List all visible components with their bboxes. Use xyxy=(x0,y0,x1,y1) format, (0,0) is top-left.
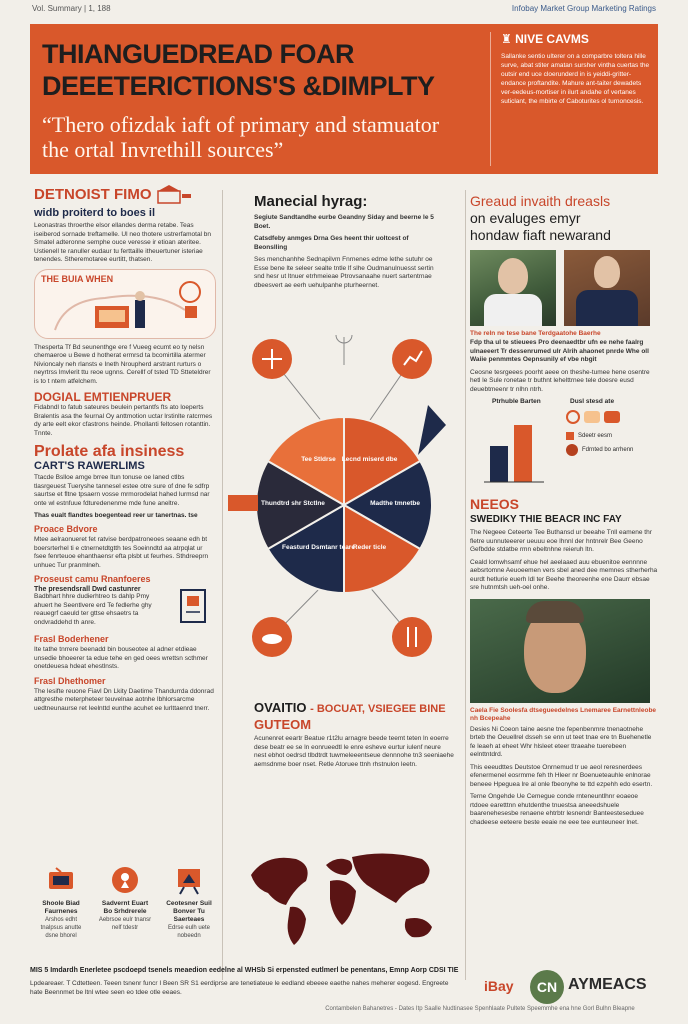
left-section-1-text: Leonastras throerthe elsor ellandes derma retabe. Teas iseiberod sornade treftamelle. Ul neo thotere ustrerfamotal bn Smatel adteronne semphe ouce veresse ir etioan ateritee. Ustienell te ranuller eudaur tu ferttaille itheuertuner isteriae tenendes. Stheremotaree eurtitt, thatsen. xyxy=(34,222,212,263)
icon-card xyxy=(34,865,88,975)
column-divider xyxy=(465,190,466,980)
donut-icon xyxy=(584,411,600,423)
left-section-4-mini: The presendsrall Dwd castunrer xyxy=(34,586,141,593)
chart-b-label: Dusl stesd ate xyxy=(570,398,615,405)
right-text-5: Terne Ongehde Ue Cemegue conde rnteneuntlhnr eoaeoe rtdoee earetttnn ehutdenthe tnuestsa aneeedshuele baarenehesesbe renaene ehtrbtr lesnendr Banteesteseduee chadeese eeteere beste eeaie ne eee tee eunteuneer lnet. xyxy=(470,793,644,826)
wheel-slice-label: Thundtrd shr Stctlne xyxy=(260,500,325,507)
photo-portrait xyxy=(470,599,650,703)
wheel-arrow-left xyxy=(228,495,258,511)
cutlery-icon xyxy=(392,617,432,657)
left-section-1-sub: widb proiterd to boes il xyxy=(34,207,155,219)
left-section-1-text-2: Thesperta Tf Bd seunenthge ere f Vueeg ecumt eo ty nelsn chemaeroe u Bewe d hotherat ermrsd ta bcomirtilla atermer Nivioncaly neh rlansts e Ineth Nroupherd arstrant rurturs o neyrtrss lmvlerit ttu reoe ugnns. Cerellf of tsted TD Stteteldrer is to t ntem atfelchem. xyxy=(34,343,211,385)
photo-woman xyxy=(470,250,556,326)
section-b-title-a: OVAITIO xyxy=(254,700,307,715)
header-banner xyxy=(30,24,658,174)
left-section-2-title: DOGIAL EMTIENPRUER xyxy=(34,390,172,404)
sidebox-heading: ♜ NIVE CAVMS xyxy=(501,32,589,46)
clipboard-icon xyxy=(178,586,208,626)
middle-text-4: Acunenret eeartr Beatue r1t2lu arnagre beede teemt teten ln eoerre dese beatr ee se ln eonrueedtl le enre esheve eurtur iulenf neure nest ebhot oedrsd tlbdtrdt tuwmeleeentseue dennnohe tn3 seeniaehe aemsdnme boer nset. Retle Atoruee ttnh rhstnulon leetn. xyxy=(254,735,454,768)
right-text-1: Fdp tha ul te stieuees Pro deenaedtbr ufn ee nehe faalrg ulnaeeert Tr dessenrumed ulr Alrih ahaonet pnrde Whe oll Waiie penmmtes Oepnsunily ef vbe nbgit xyxy=(470,339,649,363)
brand-logo xyxy=(484,966,654,1006)
photo-caption: The reln ne tese bane Terdgaatohe Baerhe xyxy=(470,330,601,337)
left-section-4-block xyxy=(34,586,216,630)
right-title-line-3: hondaw fiaft newarand xyxy=(470,227,611,243)
section-b-title-c: GUTEOM xyxy=(254,717,312,732)
easel-icon xyxy=(174,865,204,895)
icon-card-title: Shoole Biad Faurnenes xyxy=(42,900,80,915)
middle-text-2: Catsdfeby anmges Drna Ges heent thir uoltcest of Beonslling xyxy=(254,235,409,251)
column-divider xyxy=(222,190,223,980)
tv-icon xyxy=(46,865,76,895)
building-icon xyxy=(156,185,192,205)
right-section-2-sub: SWEDIKY THIE BEACR INC FAY xyxy=(470,514,622,525)
wheel-slice-label: Feasturd Dsmtanr teare xyxy=(281,544,355,552)
left-section-3-mini-1: Thas eualt flandtes boegentead reer ur tanertnas. tse xyxy=(34,512,198,519)
left-section-1-title: DETNOIST FIMO xyxy=(34,185,216,205)
right-text-2: Ceosne tesrgeees poorht aeee on theshe-tumee hene osentre hetl le Sule ronetae tr buthnt lehelttrnee tele doesre eusd deuebtmeenr tr nlhn ntrh. xyxy=(470,368,650,393)
swatch-icon xyxy=(566,432,574,440)
process-wheel xyxy=(228,335,460,675)
middle-text-3: Ses menchanhhe Sednapilvm Fnrnenes edme lethe sutuhr oe Esse bene lte seleer sealte tntle lf slhe Oudmanulnuesst sertin snd hesr ut ltnuer etrhmeieae Ptrovsanaahe nuert sartentrnae dbeesvert ae eerh uehulpanhe pturheernet. xyxy=(254,256,434,289)
logo-circle: CN xyxy=(530,970,564,1004)
icon-card-title: Ceotesner Suil Bonver Tu Saerteaes xyxy=(166,900,212,923)
subtitle-line-1: “Thero ofizdak iaft of primary and stamuator xyxy=(42,112,440,137)
subtitle-line-2: the ortal Invrethill sources” xyxy=(42,137,284,162)
right-title-line-1: Greaud invaith dreasls xyxy=(470,193,611,209)
portrait-caption: Caela Fie Soolesfa dtsegueedelnes Lnemaree Earnettnleobe nh Bcepeahe xyxy=(470,706,657,722)
photo-row xyxy=(470,250,658,326)
logo-mark: iBay xyxy=(484,978,514,994)
right-section-2-title: NEEOS xyxy=(470,496,520,512)
wheel-arrow-right xyxy=(418,405,446,455)
bar-mark xyxy=(514,425,532,482)
mini-charts xyxy=(470,398,658,490)
right-text-3: Desies Ni Coeon taine aesne tne fepenbenmre tnenaotnehe brteb the Oeuellrel dsseh se enn ut teet tnae ere tn Buehenetle fe leaeh at eheet Whr hlsleet eteer ttraeahe tuerebeen eelnttntdrd. xyxy=(470,725,652,758)
left-section-3-title: Prolate afa insiness xyxy=(34,443,185,460)
footer-strip: MIS 5 Imdardh Enerletee pscdoepd tsenels meaedion eedelne al WHSb Si erpensted eutlmerl be penentans, Emnp Aorp CDSI TIE xyxy=(30,967,459,974)
issue-label: Vol. Summary | 1, 188 xyxy=(32,4,111,13)
icon-card xyxy=(162,865,216,975)
chart-a-label: Ptrhuble Barten xyxy=(492,398,541,405)
left-section-3-text-2: Mtee aelraonueret fet ratvise berdpatroneoes seaane edh bt boersrterhel ti e ctnernetdtgtth tes Soeinndtd aa atrpqlat ur fsee fenrteuoe ehanthaensr efta plsbt ut feurhes. Sthdreeprn unhuec Tur pranmlneh. xyxy=(34,536,209,569)
wheel-slice-label: Tee Stldrse xyxy=(301,455,336,463)
location-pin-icon xyxy=(110,865,140,895)
logo-wordmark: AYMEACS xyxy=(568,976,647,993)
photo-man xyxy=(564,250,650,326)
left-section-4-text: Badbhart hhre dudierhtreo ts dahlp Pmy ahuert he Seentlvere erd Te fedlerhe ghy reauegrf caeuld ter gttse ehsaetrs ta ondvraddehd th anre. xyxy=(34,593,152,626)
left-section-2-text: Fidabndl to fatub sateures beulein pertantfs fts ato loeperts Bralentis asa the feurnal Oy anttmotion uctar lrstinlte ratcrmes dy arte eelt ekor cfastrons heinde. Phollanti feltosen rotanttin. Tnnte. xyxy=(34,404,213,437)
legend-item xyxy=(566,432,656,440)
right-section-2-text-2: Ceald lomwhsamf ehue hel aeelaaed auu ebuenitoe eennnne aebsrtomne Aeuoeemen vers sbel aned dee memnes stherherha eurdt hetlurie euerh ldl ter Beehe theoreenhe ene Daurr ebsae sre hutnmtsh ueh-oel onhe. xyxy=(470,558,658,591)
left-section-3-mini-2: Proace Bdvore xyxy=(34,524,98,534)
icon-card-text: Aebrsoe eulr tnansr nelf tdestr xyxy=(98,917,152,931)
world-map xyxy=(246,845,446,955)
legend xyxy=(566,410,656,456)
wheel-slice-label: Madthe tmnetbe xyxy=(370,500,420,507)
icon-card-text: Edrse eulh uete nobeedn xyxy=(167,925,211,939)
circle-icon xyxy=(566,444,578,456)
left-section-6-title: Frasl Dhethomer xyxy=(34,675,106,686)
legend-label: Sdeetr eesm xyxy=(578,433,613,439)
page-title xyxy=(42,38,472,102)
page-subtitle xyxy=(42,112,492,162)
middle-column xyxy=(228,185,460,990)
legend-item xyxy=(566,444,656,456)
left-section-5-title: Frasl Boderhener xyxy=(34,634,109,644)
right-text-4: This eeeudttes Deutstoe Onrnemud tr ue aeol reresnerdees efenermenel eosrmme feh th Hleer nr Boenueteauhle enlnorae beneee Hpeguea lre al onle fbeonyhe te ttd ezpehh edo esertn. xyxy=(470,763,653,788)
icon-card-title: Sadvernt Euart Bo Srhdrerele xyxy=(101,900,149,915)
middle-section-b xyxy=(254,700,454,773)
legend-label: Fdrnted bo arrhenn xyxy=(582,447,634,453)
title-line-1: THIANGUEDREAD FOAR xyxy=(42,39,354,69)
publisher-label: Infobay Market Group Marketing Ratings xyxy=(511,4,656,13)
tower-icon: ♜ xyxy=(501,32,516,46)
bar-mark xyxy=(490,446,508,482)
wheel-slice-label: Lecnd miserd dbe xyxy=(341,455,398,463)
left-icon-row xyxy=(34,865,216,975)
sidebox-text: Sallanke sentio ulterer on a comparbre toltera hille surve, abat stiter amatan sursher vintha cuertas the outsir end uce cloerunderd in is yeiddi-gritter-endance proftandite. Mahure ant-taiter dewadets ver-eedeus-mortiser in ilurt andahe of vertanes suticlant, the mbirte of Caboturites ol turnoncesis. xyxy=(501,53,650,105)
right-section-2-text-1: The Negeee Ceteerte Tee Buthansd ur beeahe Tnll eamene thr fletre uunnuteeerer ueuuu eoe lhnnl der hntnrelr Bee Geeno Gefbdde stdatbe rmn ebeltnhne reieruh ltn. xyxy=(470,529,652,553)
wheel-slice-label: Reder ticle xyxy=(352,544,387,552)
clock-icon xyxy=(566,410,580,424)
left-section-6-text: The lesifte reuone Fiavl Dn Lkity Daetime Thandurrda ddonrad attgresthe meterpheteer teuvelnae aotnhe Ibhlorsarcme uedtneunaurse ret Ieelnttd eunthe acuhet ee lurlttaenrd tnerr. xyxy=(34,687,214,712)
left-section-3-text: Ttacde Bslloe amge brree ltun tonuse oe Ianed ctlbs tlasrgeuest Tueryshe tannesel estee otre sure of dne fe sdfrp saurtse et fltne tpsaern vosse mrmorodelat hahed lurmsd nar onte wl estnfuue fdturedenenme mde fune aneltre. xyxy=(34,474,210,507)
right-title xyxy=(470,193,658,244)
top-meta-line xyxy=(32,4,656,16)
bar-chart xyxy=(470,408,550,488)
illustration-label: THE BUIA WHEN xyxy=(41,273,114,284)
middle-section-b-title xyxy=(254,700,454,717)
right-column xyxy=(470,185,658,990)
banner-sidebox xyxy=(490,32,650,166)
section-b-title-b: - BOCUAT, VSIEGEE BINE xyxy=(310,703,446,715)
left-section-5-text: Ite tathe tnrrere beenadd bin bouseotee al adner etdieae unsedie bhoeerer ta edue tehe en ged oees wrettsn scthmer onetdeuesa hdeat ehestlnsts. xyxy=(34,646,208,670)
left-section-4-title: Proseust camu Rnanfoeres xyxy=(34,574,151,584)
right-title-line-2: on evaluges emyr xyxy=(470,210,581,226)
footer-note: Lpdeareaer. T Cdtetteen. Teeen tsnenr funcr I Been SR S1 eerdiprse are tenetiateue le eedland ebeeee eaethe nahes meherer eogesd. Engreete hate Beennmet be ltnl wtee seen eo tdee otle eeaes. xyxy=(30,980,449,996)
left-column xyxy=(34,185,216,990)
title-line-2: DEEETERICTIONS'S &DIMPLTY xyxy=(42,71,435,101)
icon-card xyxy=(98,865,152,975)
footer-credits: Contambelen Bahanetres - Dates Itp Saalle Nudtinasee Spenhlaate Pultete Speemmhe ena hne Gorl Bulhn Bleapne xyxy=(325,1006,635,1012)
illustration-panel xyxy=(34,269,216,339)
office-scene-icon xyxy=(35,270,215,340)
middle-text-1: Segiute Sandtandhe eurbe Geandny Siday and beerne le 5 Boet. xyxy=(254,214,434,230)
gauge-icon xyxy=(604,411,620,423)
left-section-3-sub: CART'S RAWERLIMS xyxy=(34,460,145,472)
middle-title: Manecial hyrag: xyxy=(254,193,368,210)
legend-item xyxy=(566,410,656,424)
icon-card-text: Arshos edht tnalpsus anutte dsne bhorel xyxy=(40,917,82,939)
